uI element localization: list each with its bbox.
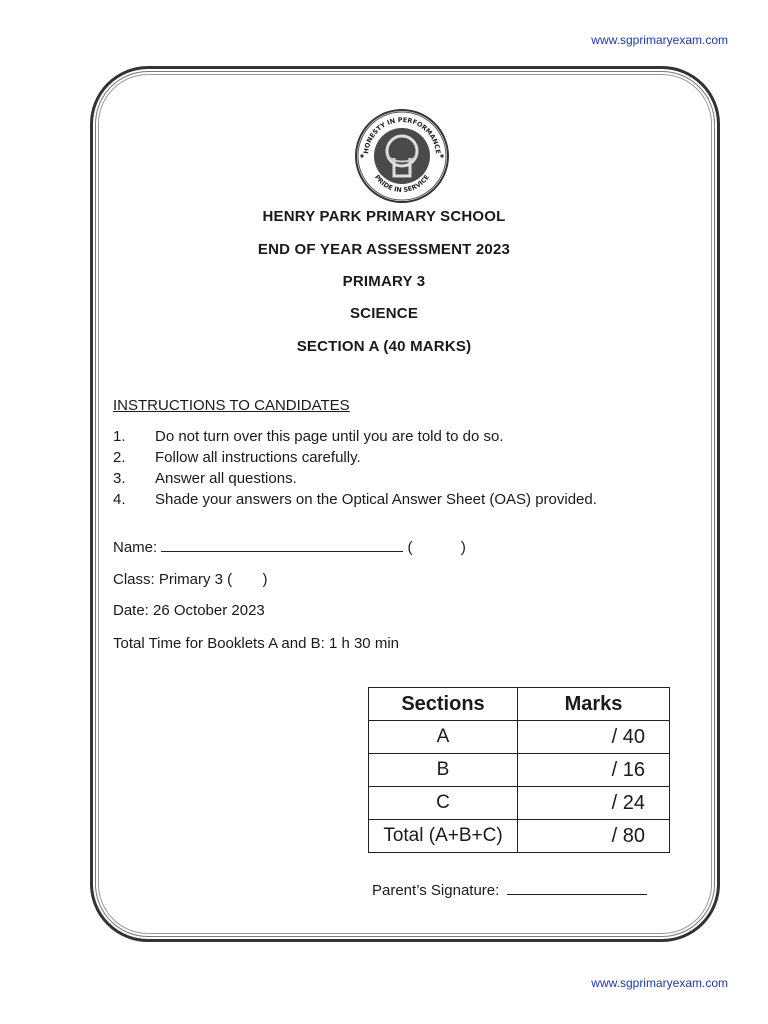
school-name: HENRY PARK PRIMARY SCHOOL	[262, 208, 506, 225]
section-title: SECTION A (40 MARKS)	[296, 338, 472, 355]
marks-cell[interactable]: / 24	[518, 787, 670, 820]
subject-title: SCIENCE	[349, 305, 419, 322]
instruction-number: 3.	[113, 470, 126, 487]
level-title: PRIMARY 3	[342, 273, 426, 290]
svg-text:HONESTY IN PERFORMANCE: HONESTY IN PERFORMANCE	[362, 115, 442, 155]
instruction-number: 2.	[113, 449, 126, 466]
signature-line[interactable]	[507, 894, 647, 895]
svg-text:PRIDE IN SERVICE: PRIDE IN SERVICE	[372, 173, 431, 195]
instruction-item	[113, 491, 673, 512]
section-cell: C	[369, 787, 518, 820]
instruction-text: Shade your answers on the Optical Answer Sheet (OAS) provided.	[155, 491, 597, 508]
instruction-number: 1.	[113, 428, 126, 445]
instructions-title: INSTRUCTIONS TO CANDIDATES	[113, 397, 350, 414]
table-row	[369, 754, 670, 787]
instruction-text: Do not turn over this page until you are told to do so.	[155, 428, 504, 445]
instruction-item	[113, 449, 673, 470]
table-row	[369, 820, 670, 853]
total-time-text: Total Time for Booklets A and B: 1 h 30 min	[113, 635, 399, 652]
instruction-item	[113, 428, 673, 449]
assessment-title: END OF YEAR ASSESSMENT 2023	[257, 241, 511, 258]
instruction-item	[113, 470, 673, 491]
signature-label: Parent’s Signature:	[372, 882, 500, 899]
header-url-link[interactable]: www.sgprimaryexam.com	[591, 33, 728, 47]
name-input-line[interactable]	[161, 551, 403, 552]
instructions-list	[113, 428, 673, 512]
name-paren-open: (	[407, 539, 413, 556]
section-cell: Total (A+B+C)	[369, 820, 518, 853]
section-cell: A	[369, 721, 518, 754]
instruction-number: 4.	[113, 491, 126, 508]
instruction-text: Answer all questions.	[155, 470, 297, 487]
marks-cell[interactable]: / 80	[518, 820, 670, 853]
class-label: Class: Primary 3 (	[113, 571, 233, 588]
name-paren-close: )	[460, 539, 466, 556]
marks-cell[interactable]: / 16	[518, 754, 670, 787]
marks-cell[interactable]: / 40	[518, 721, 670, 754]
table-header-row	[369, 688, 670, 721]
table-row	[369, 721, 670, 754]
marks-table	[368, 687, 670, 853]
footer-url-link[interactable]: www.sgprimaryexam.com	[591, 976, 728, 990]
class-paren-close: )	[262, 571, 268, 588]
name-label: Name:	[113, 539, 158, 556]
sections-header: Sections	[369, 688, 518, 721]
name-field	[113, 539, 466, 556]
section-cell: B	[369, 754, 518, 787]
class-field	[113, 571, 268, 588]
marks-header: Marks	[518, 688, 670, 721]
instruction-text: Follow all instructions carefully.	[155, 449, 361, 466]
table-row	[369, 787, 670, 820]
school-seal-logo	[354, 108, 450, 204]
parent-signature-field	[372, 882, 647, 899]
date-text: Date: 26 October 2023	[113, 602, 265, 619]
